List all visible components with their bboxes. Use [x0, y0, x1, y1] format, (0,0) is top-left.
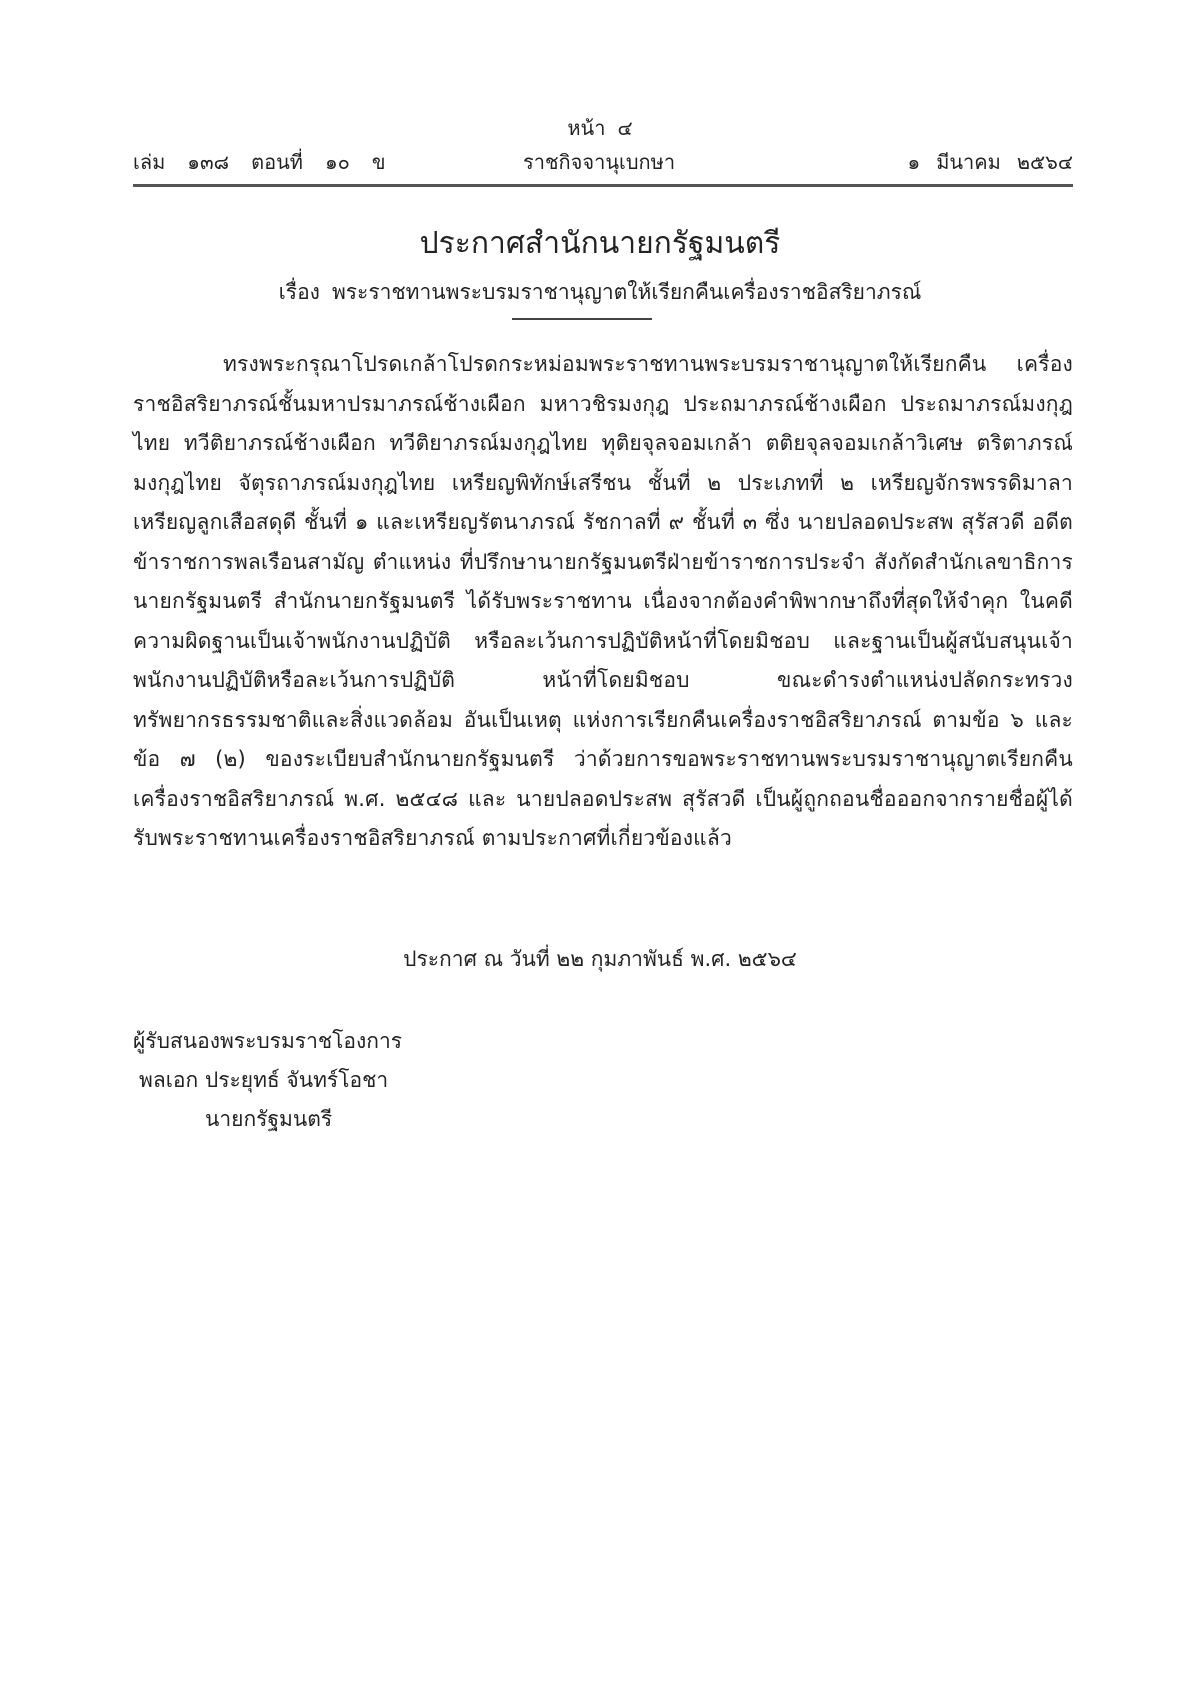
page-label: หน้า: [567, 116, 606, 140]
signatory-position: นายกรัฐมนตรี: [205, 1107, 333, 1131]
subject-text: พระราชทานพระบรมราชานุญาตให้เรียกคืนเครื่องราชอิสริยาภรณ์: [331, 280, 922, 304]
section-label: ตอนที่: [251, 150, 303, 174]
section-type: ข: [371, 150, 386, 174]
volume-info: [133, 146, 408, 178]
section-number: ๑๐: [324, 150, 350, 174]
announcement-date: ประกาศ ณ วันที่ ๒๒ กุมภาพันธ์ พ.ศ. ๒๕๖๔: [403, 947, 797, 971]
subject-label: เรื่อง: [278, 280, 320, 304]
page-number-value: ๔: [617, 116, 633, 140]
document-subject: [0, 276, 1200, 309]
date-day: ๑: [907, 150, 921, 174]
countersign-label: ผู้รับสนองพระบรมราชโองการ: [133, 1029, 403, 1053]
page-number: [0, 112, 1200, 144]
date-month: มีนาคม: [936, 150, 1001, 174]
document-title: ประกาศสำนักนายกรัฐมนตรี: [419, 226, 781, 261]
gazette-header: [133, 146, 1073, 180]
publication-date: [891, 146, 1073, 178]
volume-label: เล่ม: [133, 150, 166, 174]
header-divider: [133, 184, 1073, 187]
signatory-name: พลเอก ประยุทธ์ จันทร์โอชา: [139, 1068, 389, 1092]
date-year: ๒๕๖๔: [1016, 150, 1073, 174]
signature-block: [133, 1022, 402, 1139]
document-body: ทรงพระกรุณาโปรดเกล้าโปรดกระหม่อมพระราชทานพระบรมราชานุญาตให้เรียกคืน เครื่องราชอิสริยาภรณ์ชั้นมหาปรมาภรณ์ช้างเผือก มหาวชิรมงกุฎ ประถมาภรณ์ช้างเผือก ประถมาภรณ์มงกุฎไทย ทวีติยาภรณ์ช้างเผือก ทวีติยาภรณ์มงกุฎไทย ทุติยจุลจอมเกล้า ตติยจุลจอมเกล้าวิเศษ ตริตาภรณ์มงกุฎไทย จัตุรถาภรณ์มงกุฎไทย เหรียญพิทักษ์เสรีชน ชั้นที่ ๒ ประเภทที่ ๒ เหรียญจักรพรรดิมาลา เหรียญลูกเสือสดุดี ชั้นที่ ๑ และเหรียญรัตนาภรณ์ รัชกาลที่ ๙ ชั้นที่ ๓ ซึ่ง นายปลอดประสพ สุรัสวดี อดีตข้าราชการพลเรือนสามัญ ตำแหน่ง ที่ปรึกษานายกรัฐมนตรีฝ่ายข้าราชการประจำ สังกัดสำนักเลขาธิการนายกรัฐมนตรี สำนักนายกรัฐมนตรี ได้รับพระราชทาน เนื่องจากต้องคำพิพากษาถึงที่สุดให้จำคุก ในคดีความผิดฐานเป็นเจ้าพนักงานปฏิบัติ หรือละเว้นการปฏิบัติหน้าที่โดยมิชอบ และฐานเป็นผู้สนับสนุนเจ้าพนักงานปฏิบัติหรือละเว้นการปฏิบัติ หน้าที่โดยมิชอบ ขณะดำรงตำแหน่งปลัดกระทรวงทรัพยากรธรรมชาติและสิ่งแวดล้อม อันเป็นเหตุ แห่งการเรียกคืนเครื่องราชอิสริยาภรณ์ ตามข้อ ๖ และ ข้อ ๗ (๒) ของระเบียบสำนักนายกรัฐมนตรี ว่าด้วยการขอพระราชทานพระบรมราชานุญาตเรียกคืนเครื่องราชอิสริยาภรณ์ พ.ศ. ๒๕๔๘ และ นายปลอดประสพ สุรัสวดี เป็นผู้ถูกถอนชื่อออกจากรายชื่อผู้ได้รับพระราชทานเครื่องราชอิสริยาภรณ์ ตามประกาศที่เกี่ยวข้องแล้ว: [133, 352, 1073, 850]
volume-number: ๑๓๘: [187, 150, 230, 174]
title-divider: [512, 318, 652, 320]
publication-name: ราชกิจจานุเบกษา: [523, 150, 676, 174]
